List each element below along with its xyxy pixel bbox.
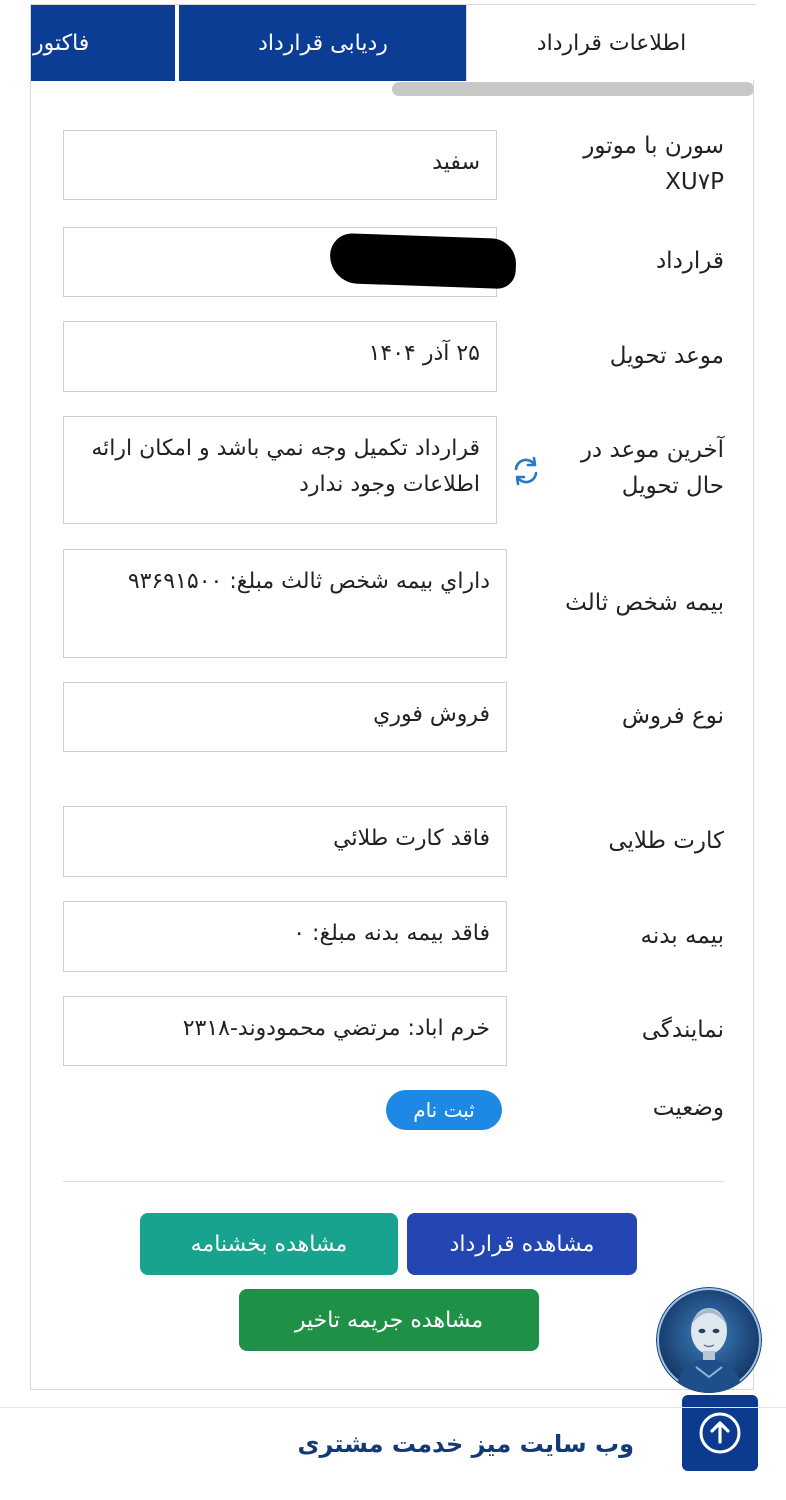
status-label: وضعیت [652,1095,724,1121]
car-value: سفید [63,130,497,200]
support-robot-avatar[interactable] [656,1287,762,1393]
last-delivery-value: قرارداد تکميل وجه نمي باشد و امکان ارائه اطلاعات وجود ندارد [63,416,497,524]
arrow-up-icon [698,1411,742,1455]
third-party-value: داراي بيمه شخص ثالث مبلغ: ۹۳۶۹۱۵۰۰ [63,549,507,658]
tab-contract-tracking[interactable]: ردیابی قرارداد [177,5,467,81]
tab-bar [30,4,756,81]
car-label: سورن با موتور XU۷P [583,133,724,195]
delivery-value: ۲۵ آذر ۱۴۰۴ [63,321,497,392]
redaction-mark [329,233,517,289]
agency-label: نمایندگی [641,1017,724,1043]
status-badge: ثبت نام [386,1090,502,1130]
contract-label: قرارداد [655,248,724,274]
gold-card-value: فاقد کارت طلائي [63,806,507,877]
body-insurance-value: فاقد بيمه بدنه مبلغ: ۰ [63,901,507,972]
third-party-label: بیمه شخص ثالث [565,590,724,616]
sync-icon[interactable] [510,455,542,487]
view-delay-penalty-button[interactable]: مشاهده جريمه تاخير [239,1289,539,1351]
footer-title[interactable]: وب سایت میز خدمت مشتری [297,1430,634,1458]
tab-invoice[interactable]: فاکتور [31,5,175,81]
gold-card-label: کارت طلایی [608,828,724,854]
last-delivery-label: آخرين موعد در حال تحويل [580,437,724,499]
robot-icon [656,1287,762,1393]
body-insurance-label: بیمه بدنه [640,923,724,949]
sale-type-value: فروش فوري [63,682,507,752]
divider [63,1181,724,1182]
sale-type-label: نوع فروش [621,703,724,729]
view-circular-button[interactable]: مشاهده بخشنامه [140,1213,398,1275]
tab-contract-info[interactable]: اطلاعات قرارداد [466,5,756,81]
footer-divider [0,1407,786,1408]
view-contract-button[interactable]: مشاهده قرارداد [407,1213,637,1275]
agency-value: خرم اباد: مرتضي محمودوند-۲۳۱۸ [63,996,507,1066]
delivery-label: موعد تحويل [609,343,724,369]
